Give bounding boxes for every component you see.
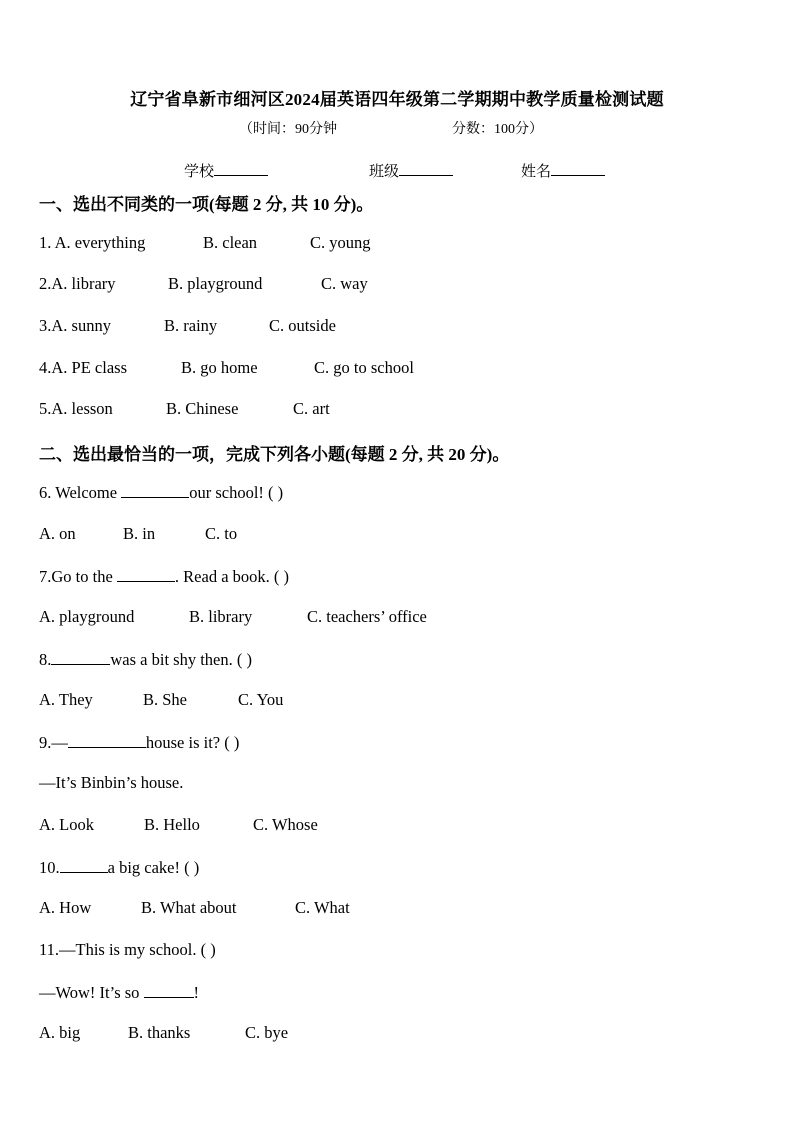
question-11-reply-start: —Wow! It’s so xyxy=(39,983,144,1002)
question-6-option-b: B. in xyxy=(123,524,156,543)
question-3-option-c: C. outside xyxy=(269,316,336,335)
answer-blank xyxy=(121,482,189,498)
question-1-option-b: B. clean xyxy=(203,233,258,252)
question-7-option-c: C. teachers’ office xyxy=(307,607,427,626)
question-11-option-c: C. bye xyxy=(245,1023,289,1042)
question-9-option-c: C. Whose xyxy=(253,815,318,834)
school-blank xyxy=(214,161,268,176)
question-8-stem-start: 8. xyxy=(39,650,52,669)
question-7-stem-end: . Read a book. ( ) xyxy=(174,567,290,586)
class-blank xyxy=(399,161,453,176)
question-2-option-c: C. way xyxy=(321,274,368,293)
name-blank xyxy=(551,161,605,176)
class-field xyxy=(369,160,453,181)
question-3-option-b: B. rainy xyxy=(164,316,218,335)
school-label: 学校 xyxy=(184,164,215,180)
question-10-stem-start: 10. xyxy=(39,858,60,877)
question-6-option-c: C. to xyxy=(205,524,238,543)
school-field xyxy=(184,160,268,181)
question-4-option-b: B. go home xyxy=(181,358,258,377)
question-4-option-c: C. go to school xyxy=(314,358,414,377)
answer-blank xyxy=(68,732,146,748)
question-6-stem-start: 6. Welcome xyxy=(39,483,122,502)
class-label: 班级 xyxy=(369,164,400,180)
answer-blank xyxy=(117,566,175,582)
question-10-option-c: C. What xyxy=(295,898,350,917)
question-8-option-c: C. You xyxy=(238,690,284,709)
question-3: 3.A. sunny xyxy=(39,316,111,335)
question-7-option-b: B. library xyxy=(189,607,253,626)
question-6-stem-end: our school! ( ) xyxy=(189,483,284,502)
question-10-option-b: B. What about xyxy=(141,898,237,917)
name-label: 姓名 xyxy=(521,164,552,180)
question-9-option-b: B. Hello xyxy=(144,815,200,834)
question-9-stem-start: 9.— xyxy=(39,733,68,752)
question-10 xyxy=(39,857,199,878)
question-11-option-b: B. thanks xyxy=(128,1023,191,1042)
question-8-option-a: A. They xyxy=(39,690,93,709)
question-6-option-a: A. on xyxy=(39,524,76,543)
question-5-option-b: B. Chinese xyxy=(166,399,239,418)
question-9-stem-end: house is it? ( ) xyxy=(145,733,240,752)
question-8 xyxy=(39,649,252,670)
exam-time: （时间：90分钟 xyxy=(239,122,337,137)
answer-blank xyxy=(51,649,110,665)
question-7 xyxy=(39,566,289,587)
question-8-stem-end: was a bit shy then. ( ) xyxy=(110,650,252,669)
question-10-option-a: A. How xyxy=(39,898,92,917)
question-1: 1. A. everything xyxy=(39,233,146,252)
question-7-option-a: A. playground xyxy=(39,607,135,626)
question-7-stem-start: 7.Go to the xyxy=(39,567,117,586)
question-9-option-a: A. Look xyxy=(39,815,94,834)
exam-score: 分数：100分） xyxy=(452,122,543,137)
page-title: 辽宁省阜新市细河区2024届英语四年级第二学期期中教学质量检测试题 xyxy=(130,90,664,109)
question-8-option-b: B. She xyxy=(143,690,188,709)
section2-heading: 二、选出最恰当的一项，完成下列各小题(每题 2 分, 共 20 分)。 xyxy=(39,445,510,464)
question-9-reply: —It’s Binbin’s house. xyxy=(39,773,184,792)
question-11-reply xyxy=(39,982,199,1003)
question-10-stem-end: a big cake! ( ) xyxy=(107,858,200,877)
question-5-option-c: C. art xyxy=(293,399,330,418)
answer-blank xyxy=(144,982,194,998)
question-11-reply-end: ! xyxy=(193,983,200,1002)
answer-blank xyxy=(60,857,108,873)
question-2: 2.A. library xyxy=(39,274,116,293)
question-5: 5.A. lesson xyxy=(39,399,113,418)
question-4: 4.A. PE class xyxy=(39,358,127,377)
question-6 xyxy=(39,482,283,503)
section1-heading: 一、选出不同类的一项(每题 2 分, 共 10 分)。 xyxy=(39,195,374,214)
question-11: 11.—This is my school. ( ) xyxy=(39,940,216,959)
question-1-option-c: C. young xyxy=(310,233,371,252)
question-9 xyxy=(39,732,239,753)
question-11-option-a: A. big xyxy=(39,1023,81,1042)
name-field xyxy=(521,160,605,181)
question-2-option-b: B. playground xyxy=(168,274,263,293)
